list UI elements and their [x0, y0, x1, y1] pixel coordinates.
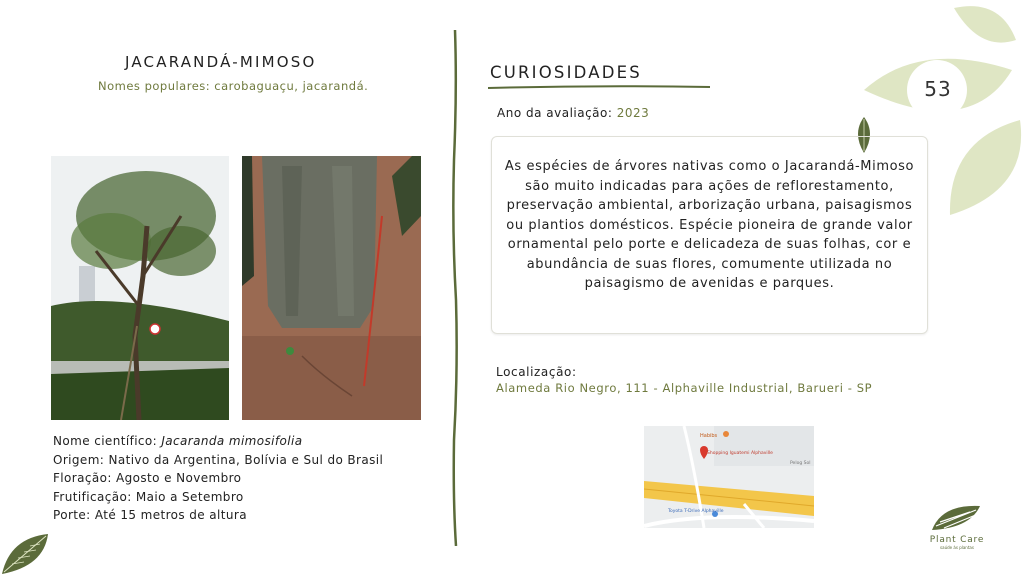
page-title: JACARANDÁ-MIMOSO — [125, 53, 317, 71]
leaf-decoration-bottom — [0, 528, 52, 576]
location-label: Localização: — [496, 365, 577, 379]
fruiting-text: Frutificação: Maio a Setembro — [53, 489, 244, 504]
origin-text: Origem: Nativo da Argentina, Bolívia e Sul do Brasil — [53, 452, 384, 467]
title-underline — [488, 84, 712, 92]
map-label-habibs: Habibs — [700, 433, 718, 439]
tree-photo — [51, 156, 229, 420]
map-label-shopping: Shopping Iguatemi Alphaville — [707, 451, 773, 456]
plant-care-logo-icon — [930, 502, 982, 532]
location-address: Alameda Rio Negro, 111 - Alphaville Industrial, Barueri - SP — [496, 381, 873, 395]
trunk-photo — [242, 156, 421, 420]
flowering-text: Floração: Agosto e Novembro — [53, 471, 242, 485]
page-number: 53 — [924, 77, 952, 101]
map-label-toyota: Toyota T-Drive Alphaville — [668, 509, 724, 514]
brand-tagline: saúde às plantas — [940, 545, 974, 550]
size-text: Porte: Até 15 metros de altura — [53, 508, 247, 522]
evaluation-year: Ano da avaliação: 2023 — [497, 106, 650, 120]
section-divider — [448, 30, 462, 546]
brand-name: Plant Care — [929, 535, 985, 545]
location-map[interactable] — [644, 426, 814, 528]
curiosities-title: CURIOSIDADES — [490, 63, 642, 82]
scientific-name: Nome científico: Jacaranda mimosifolia — [53, 434, 303, 448]
map-label-pelog: Pelog Sol — [790, 461, 811, 466]
leaf-decoration-top-right — [860, 0, 1024, 230]
species-facts — [53, 433, 393, 526]
popular-names: Nomes populares: carobaguaçu, jacarandá. — [98, 79, 369, 93]
curiosities-text: As espécies de árvores nativas como o Jacarandá-Mimoso são muito indicadas para ações de reflorestamento, preservação ambiental, arborização urbana, paisagismos ou plantios domésticos. Espécie pioneira de grande valor ornamental pelo porte e delicadeza de suas folhas, cor e abundância de suas flores, comumente utilizada no paisagismo de avenidas e parques. — [504, 159, 915, 291]
